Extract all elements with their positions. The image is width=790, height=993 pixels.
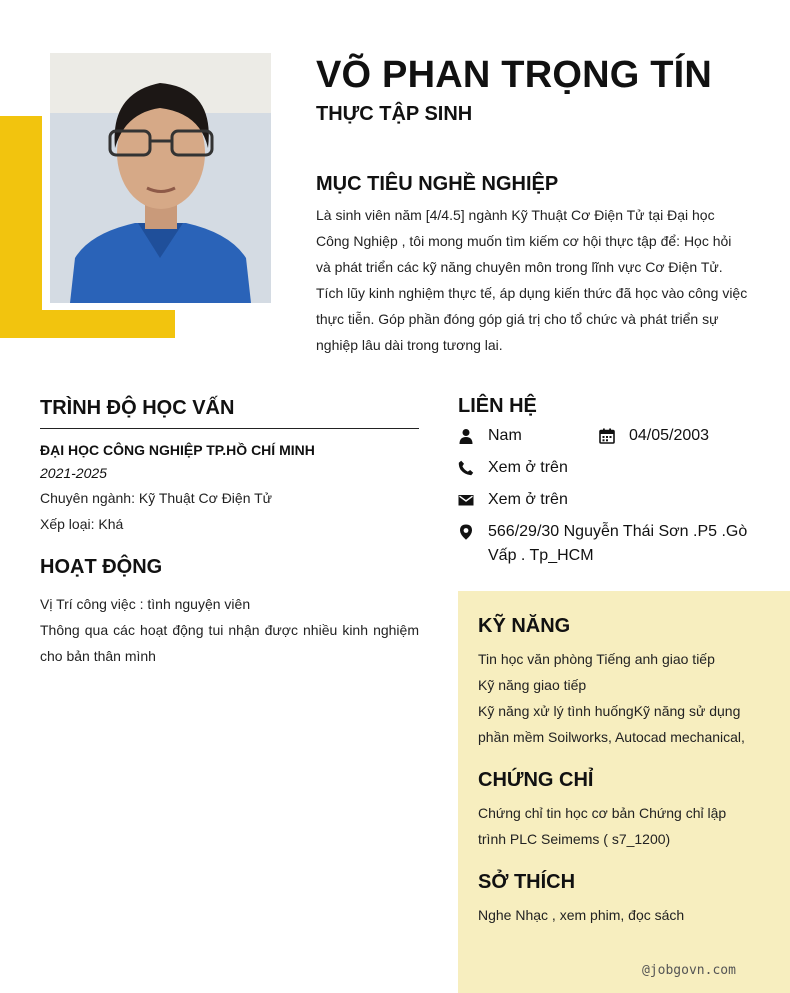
contact-birthdate-value: 04/05/2003: [629, 427, 710, 444]
education-divider: [40, 428, 419, 429]
contact-phone: [458, 456, 568, 480]
yellow-accent-bar-vertical: [0, 116, 42, 338]
contact-address-value: 566/29/30 Nguyễn Thái Sơn .P5 .Gò Vấp . Tp_HCM: [488, 523, 748, 564]
skills-text: Tin học văn phòng Tiếng anh giao tiếp Kỹ năng giao tiếp Kỹ năng xử lý tình huốngKỹ năng sử dụng phần mềm Soilworks, Autocad mechanical,: [478, 651, 745, 745]
hobbies-title: SỞ THÍCH: [478, 871, 576, 893]
phone-icon: [458, 460, 474, 476]
contact-gender-value: Nam: [488, 427, 522, 444]
person-icon: [458, 428, 474, 444]
watermark: @jobgovn.com: [642, 963, 736, 978]
activities-description: Thông qua các hoạt động tui nhận được nhiều kinh nghiệm cho bản thân mình: [40, 622, 419, 664]
education-years: 2021-2025: [40, 465, 107, 481]
location-pin-icon: [458, 524, 474, 540]
candidate-name: VÕ PHAN TRỌNG TÍN: [316, 54, 713, 96]
activities-content: [40, 591, 419, 669]
calendar-icon: [599, 428, 615, 444]
contact-address: [458, 520, 758, 568]
mail-icon: [458, 492, 474, 508]
yellow-accent-bar-horizontal: [0, 310, 175, 338]
contact-gender: [458, 424, 522, 448]
certificates-title: CHỨNG CHỈ: [478, 769, 594, 791]
hobbies-text: Nghe Nhạc , xem phim, đọc sách: [478, 907, 685, 923]
objective-text: Là sinh viên năm [4/4.5] ngành Kỹ Thuật Cơ Điện Tử tại Đại học Công Nghiệp , tôi mong muốn tìm kiếm cơ hội thực tập để: Học hỏi và phát triển các kỹ năng chuyên môn trong lĩnh vực Cơ Điện Tử. Tích lũy kinh nghiệm thực tế, áp dụng kiến thức đã học vào công việc thực tiễn. Góp phần đóng góp giá trị cho tổ chức và phát triển sự nghiệp lâu dài trong tương lai.: [316, 207, 748, 353]
objective-title: MỤC TIÊU NGHỀ NGHIỆP: [316, 173, 559, 195]
certificates-text: Chứng chỉ tin học cơ bản Chứng chỉ lập trình PLC Seimems ( s7_1200): [478, 805, 727, 847]
education-rank: Xếp loại: Khá: [40, 516, 124, 532]
activities-position: Vị Trí công việc : tình nguyện viên: [40, 596, 251, 612]
profile-photo: [50, 53, 271, 303]
contact-title: LIÊN HỆ: [458, 395, 537, 417]
education-school: ĐẠI HỌC CÔNG NGHIỆP TP.HỒ CHÍ MINH: [40, 442, 315, 458]
contact-email: [458, 488, 568, 512]
contact-birthdate: [599, 424, 709, 448]
contact-email-value: Xem ở trên: [488, 491, 568, 508]
skills-title: KỸ NĂNG: [478, 615, 571, 637]
education-title: TRÌNH ĐỘ HỌC VẤN: [40, 397, 235, 419]
candidate-role: THỰC TẬP SINH: [316, 103, 473, 125]
activities-title: HOẠT ĐỘNG: [40, 556, 163, 578]
contact-phone-value: Xem ở trên: [488, 459, 568, 476]
education-major: Chuyên ngành: Kỹ Thuật Cơ Điện Tử: [40, 490, 273, 506]
